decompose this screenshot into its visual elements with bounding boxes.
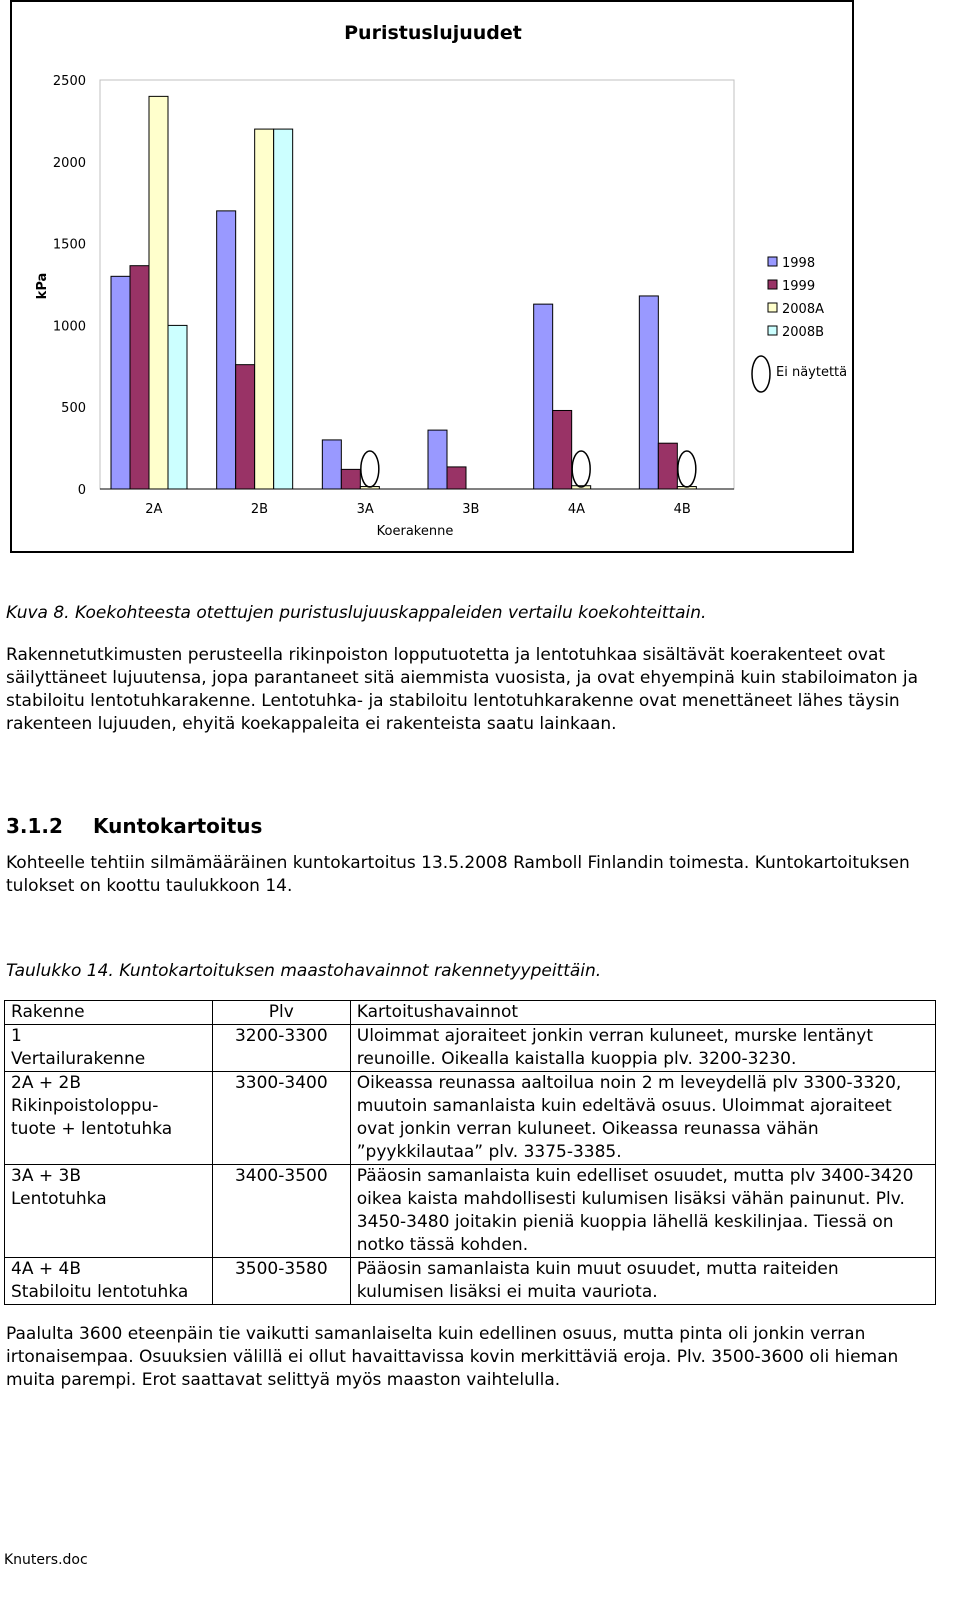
legend-label: 1998 [782, 256, 816, 271]
section-number: 3.1.2 [6, 814, 63, 838]
legend-label: 2008A [782, 302, 824, 317]
legend-swatch-1998 [768, 257, 777, 266]
cell-rakenne: 1 Vertailurakenne [5, 1025, 213, 1072]
paragraph-results: Rakennetutkimusten perusteella rikinpoiston lopputuotetta ja lentotuhkaa sisältävät koerakenteet ovat säilyttäneet lujuutensa, jopa parantaneet sitä aiemmista vuosista, ja ovat ehyempinä kuin stabiloimaton ja stabiloitu lentotuhkarakenne. Lentotuhka- ja stabiloitu lentotuhkarakenne ovat menettäneet lähes täysin rakenteen lujuuden, ehyitä koekappaleita ei rakenteista saatu lainkaan. [6, 645, 919, 734]
x-tick-label: 4B [673, 502, 691, 517]
cell-havainnot: Pääosin samanlaista kuin muut osuudet, mutta raiteiden kulumisen lisäksi ei muita vauriota. [350, 1258, 935, 1305]
paragraph-survey: Kohteelle tehtiin silmämääräinen kuntokartoitus 13.5.2008 Ramboll Finlandin toimesta. Kuntokartoituksen tulokset on koottu taulukkoon 14. [6, 853, 910, 896]
y-tick-label: 2000 [52, 155, 86, 171]
x-axis-label: Koerakenne [376, 524, 454, 539]
table-row [5, 1165, 936, 1258]
no-sample-marker-3A [361, 451, 379, 487]
bar-1999-2A [130, 266, 149, 489]
cell-plv: 3200-3300 [212, 1025, 350, 1072]
legend-label: 1999 [782, 279, 816, 294]
bar-2008B-2A [168, 325, 187, 489]
y-axis-label: kPa [35, 272, 50, 300]
cell-havainnot: Oikeassa reunassa aaltoilua noin 2 m leveydellä plv 3300-3320, muutoin samanlaista kuin edeltävä osuus. Uloimmat ajoraiteet ovat jonkin verran kuluneet. Oikeassa reunassa vähän ”pyykkilautaa” plv. 3375-3385. [350, 1072, 935, 1165]
cell-rakenne: 3A + 3B Lentotuhka [5, 1165, 213, 1258]
cell-rakenne: 4A + 4B Stabiloitu lentotuhka [5, 1258, 213, 1305]
legend-swatch-2008B [768, 326, 777, 335]
header-plv: Plv [212, 1001, 350, 1025]
table-row [5, 1258, 936, 1305]
bar-1999-3B [447, 467, 466, 489]
figure-caption: Kuva 8. Koekohteesta otettujen puristuslujuuskappaleiden vertailu koekohteittain. [6, 603, 707, 623]
bar-1998-3A [322, 440, 341, 489]
x-tick-label: 3A [356, 502, 374, 517]
bar-1998-4B [639, 296, 658, 489]
x-tick-label: 2B [250, 502, 269, 517]
table-row [5, 1025, 936, 1072]
bar-1998-2A [111, 276, 130, 489]
y-tick-label: 500 [61, 401, 86, 417]
cell-havainnot: Pääosin samanlaista kuin edelliset osuudet, mutta plv 3400-3420 oikea kaista mahdollisesti kulumisen lisäksi vähän painunut. Plv. 3450-3480 joitakin pieniä kuoppia lähellä keskilinjaa. Tiessä on notko tässä kohden. [350, 1165, 935, 1258]
table-row [5, 1072, 936, 1165]
no-sample-marker-4A [572, 451, 590, 487]
bar-1998-3B [428, 430, 447, 489]
y-tick-label: 2500 [52, 74, 86, 89]
bar-1999-4A [553, 410, 572, 489]
cell-plv: 3500-3580 [212, 1258, 350, 1305]
legend-label: 2008B [782, 325, 825, 340]
header-havainnot: Kartoitushavainnot [350, 1001, 935, 1025]
cell-havainnot: Uloimmat ajoraiteet jonkin verran kuluneet, murske lentänyt reunoille. Oikealla kaistalla kuoppia plv. 3200-3230. [350, 1025, 935, 1072]
paragraph-conclusion: Paalulta 3600 eteenpäin tie vaikutti samanlaiselta kuin edellinen osuus, mutta pinta oli jonkin verran irtonaisempaa. Osuuksien välillä ei ollut havaittavissa kovin merkittäviä eroja. Plv. 3500-3600 oli hieman muita parempi. Erot saattavat selittyä myös maaston vaihtelulla. [6, 1324, 899, 1390]
bar-1999-3A [341, 469, 360, 489]
y-tick-label: 1500 [52, 237, 86, 253]
legend-no-sample-marker [752, 356, 770, 392]
legend-no-sample-label: Ei näytettä [776, 365, 848, 380]
section-title: Kuntokartoitus [93, 814, 263, 838]
table-caption: Taulukko 14. Kuntokartoituksen maastohavainnot rakennetyypeittäin. [6, 961, 602, 981]
bar-1999-4B [658, 443, 677, 489]
cell-rakenne: 2A + 2B Rikinpoistoloppu- tuote + lentotuhka [5, 1072, 213, 1165]
compressive-strength-chart [10, 0, 854, 553]
bar-1999-2B [236, 365, 255, 489]
legend-swatch-2008A [768, 303, 777, 312]
cell-plv: 3400-3500 [212, 1165, 350, 1258]
bar-2008A-2B [255, 129, 274, 489]
x-tick-label: 4A [567, 502, 586, 517]
y-tick-label: 1000 [52, 319, 86, 335]
footer-filename: Knuters.doc [4, 1552, 88, 1568]
header-rakenne: Rakenne [5, 1001, 213, 1025]
chart-title: Puristuslujuudet [344, 22, 522, 44]
bar-1998-2B [217, 211, 236, 489]
legend-swatch-1999 [768, 280, 777, 289]
bar-1998-4A [534, 304, 553, 489]
x-tick-label: 3B [462, 502, 480, 517]
bar-2008A-2A [149, 96, 168, 489]
table-header-row [5, 1001, 936, 1025]
x-tick-label: 2A [145, 502, 163, 517]
section-heading [6, 814, 262, 838]
y-tick-label: 0 [77, 483, 86, 498]
bar-2008B-2B [274, 129, 293, 489]
no-sample-marker-4B [678, 451, 696, 487]
survey-table [4, 1000, 936, 1305]
cell-plv: 3300-3400 [212, 1072, 350, 1165]
chart-svg [12, 2, 852, 551]
